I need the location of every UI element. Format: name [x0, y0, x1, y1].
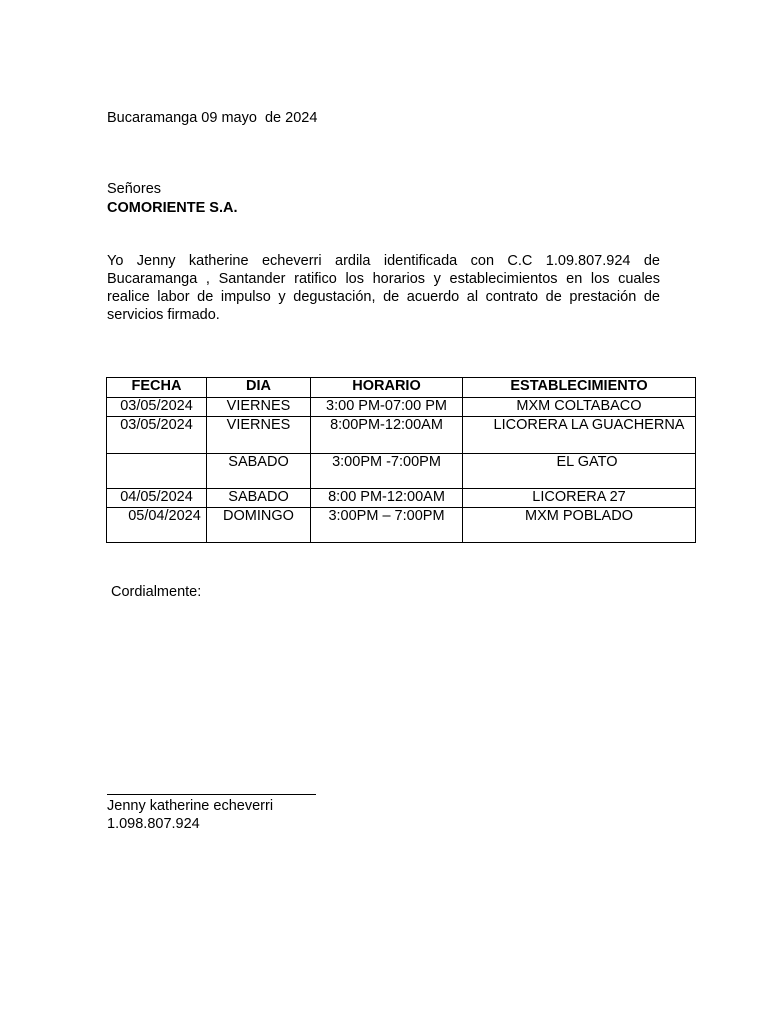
cell-establecimiento-text: LICORERA LA GUACHERNA — [493, 417, 685, 433]
cell-establecimiento — [463, 454, 696, 489]
recipient-company: COMORIENTE S.A. — [107, 200, 238, 216]
cell-establecimiento: MXM POBLADO — [463, 508, 696, 543]
closing: Cordialmente: — [111, 584, 202, 600]
table-row — [107, 454, 696, 489]
cell-fecha: 05/04/2024 — [107, 508, 207, 543]
cell-horario: 8:00PM-12:00AM — [311, 417, 463, 454]
schedule-table — [106, 377, 696, 543]
header-establecimiento: ESTABLECIMIENTO — [463, 378, 696, 398]
signature-id: 1.098.807.924 — [107, 816, 200, 832]
signature-line — [107, 794, 316, 795]
cell-fecha: 04/05/2024 — [107, 489, 207, 508]
cell-fecha: 03/05/2024 — [107, 398, 207, 417]
cell-dia: SABADO — [207, 489, 311, 508]
cell-dia: VIERNES — [207, 417, 311, 454]
body-paragraph: Yo Jenny katherine echeverri ardila identificada con C.C 1.09.807.924 de Bucaramanga , Santander ratifico los horarios y establecimientos en los cuales realice labor de impulso y degustación, de acuerdo al contrato de prestación de servicios firmado. — [107, 253, 660, 323]
signature-name: Jenny katherine echeverri — [107, 798, 274, 814]
cell-fecha — [107, 454, 207, 489]
cell-dia: DOMINGO — [207, 508, 311, 543]
cell-establecimiento: LICORERA 27 — [463, 489, 696, 508]
cell-establecimiento — [463, 417, 696, 454]
table-row — [107, 398, 696, 417]
header-dia: DIA — [207, 378, 311, 398]
table-row — [107, 489, 696, 508]
cell-fecha: 03/05/2024 — [107, 417, 207, 454]
header-fecha: FECHA — [107, 378, 207, 398]
cell-dia: SABADO — [207, 454, 311, 489]
header-horario: HORARIO — [311, 378, 463, 398]
cell-horario: 8:00 PM-12:00AM — [311, 489, 463, 508]
table-row — [107, 508, 696, 543]
table-header-row — [107, 378, 696, 398]
cell-establecimiento-text: EL GATO — [556, 454, 618, 470]
table-row — [107, 417, 696, 454]
cell-horario: 3:00PM – 7:00PM — [311, 508, 463, 543]
letter-date: Bucaramanga 09 mayo de 2024 — [107, 110, 318, 126]
cell-horario: 3:00PM -7:00PM — [311, 454, 463, 489]
cell-dia: VIERNES — [207, 398, 311, 417]
cell-horario: 3:00 PM-07:00 PM — [311, 398, 463, 417]
salutation: Señores — [107, 181, 162, 197]
cell-establecimiento: MXM COLTABACO — [463, 398, 696, 417]
